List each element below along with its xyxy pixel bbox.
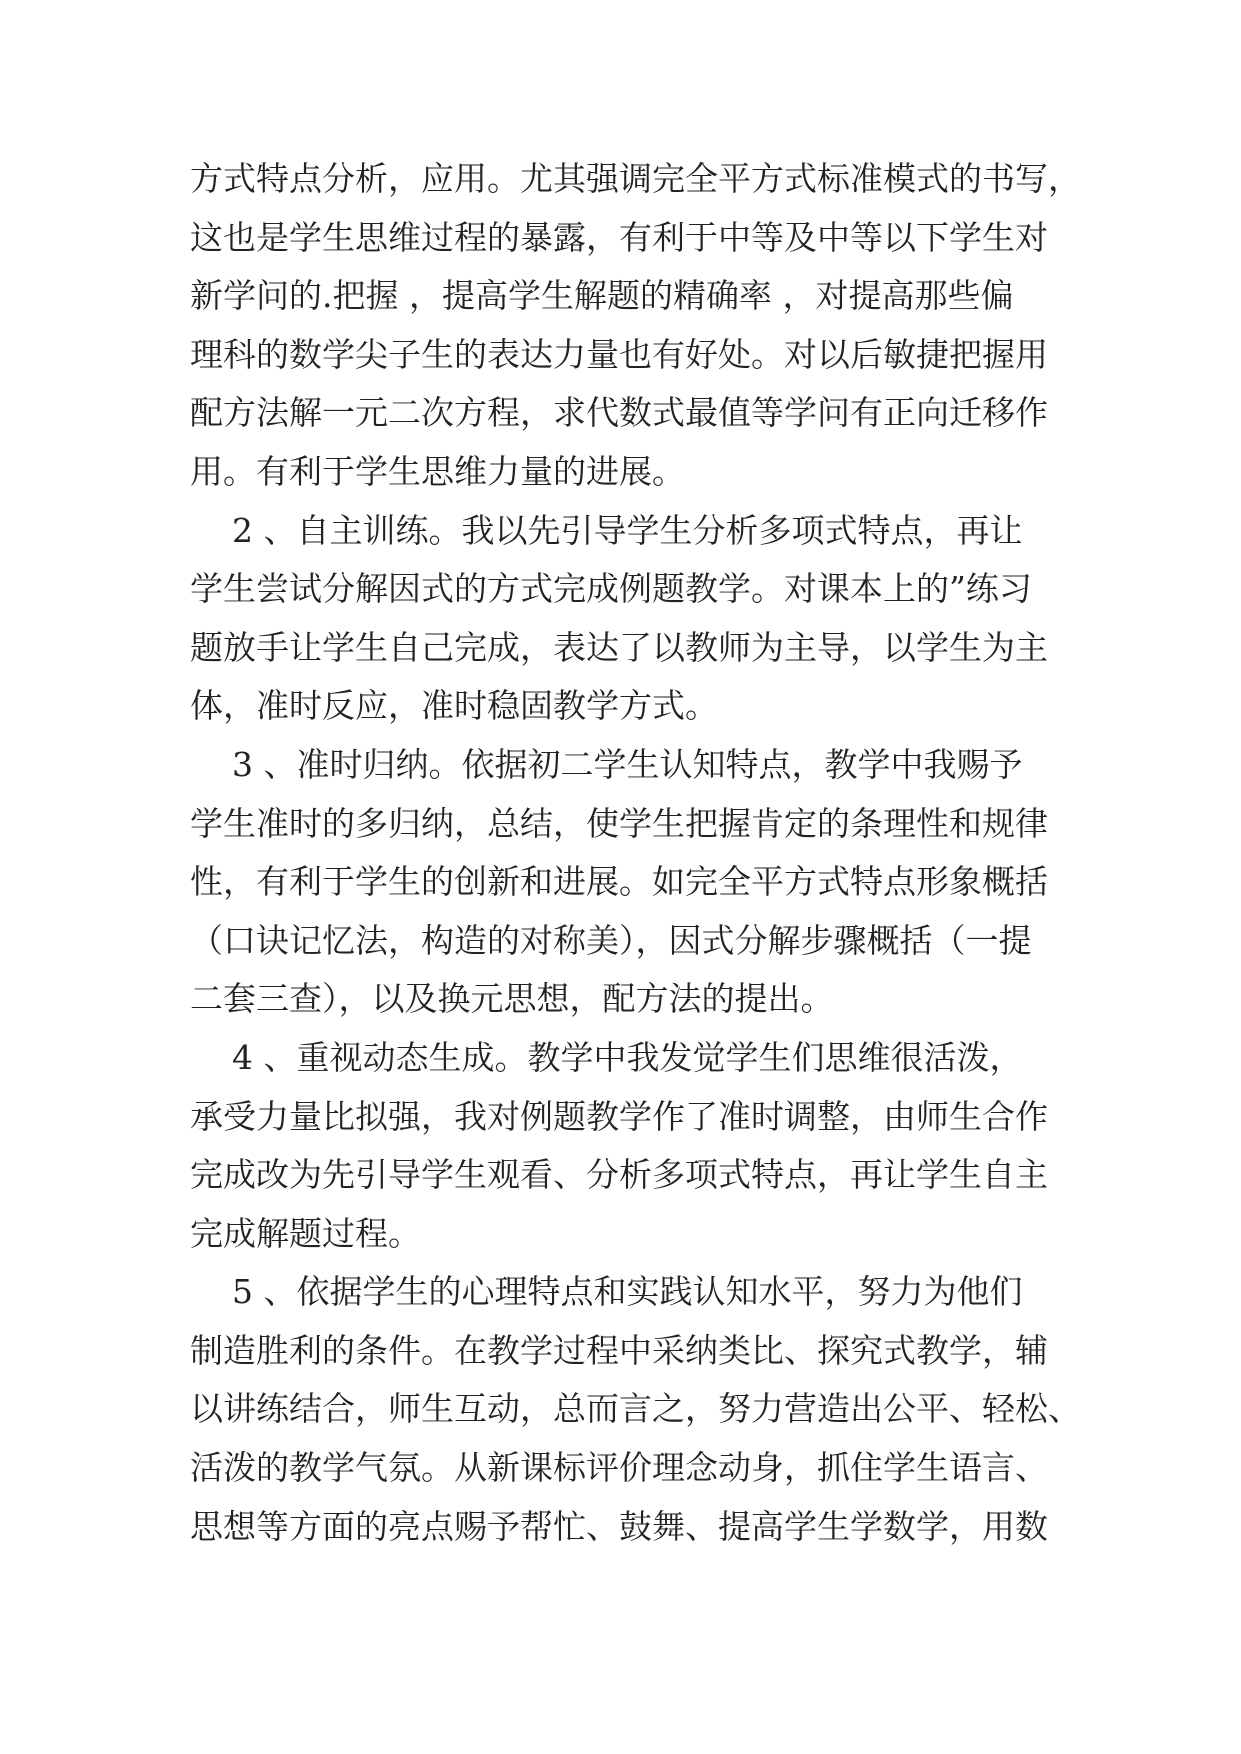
text-line: 性，有利于学生的创新和进展。如完全平方式特点形象概括 (190, 862, 1048, 902)
text-line: 完成解题过程。 (190, 1213, 421, 1253)
text-line: 承受力量比拟强，我对例题教学作了准时调整，由师生合作 (190, 1096, 1048, 1136)
text-line: 2 、自主训练。我以先引导学生分析多项式特点，再让 (190, 510, 1023, 550)
text-line: 完成改为先引导学生观看、分析多项式特点，再让学生自主 (190, 1155, 1048, 1195)
text-line: 5 、依据学生的心理特点和实践认知水平，努力为他们 (190, 1272, 1023, 1312)
text-line: 4 、重视动态生成。教学中我发觉学生们思维很活泼， (190, 1037, 1023, 1077)
text-line: 二套三查），以及换元思想，配方法的提出。 (190, 979, 834, 1019)
text-line: 配方法解一元二次方程，求代数式最值等学问有正向迁移作 (190, 393, 1048, 433)
text-line: 思想等方面的亮点赐予帮忙、鼓舞、提高学生学数学，用数 (190, 1506, 1048, 1546)
text-line: 新学问的.把握 ，提高学生解题的精确率 ，对提高那些偏 (190, 276, 1014, 316)
text-line: （口诀记忆法，构造的对称美），因式分解步骤概括（一提 (190, 920, 1032, 960)
text-line: 活泼的教学气氛。从新课标评价理念动身，抓住学生语言、 (190, 1448, 1048, 1488)
text-line: 方式特点分析，应用。尤其强调完全平方式标准模式的书写， (190, 159, 1081, 198)
text-line: 体，准时反应，准时稳固教学方式。 (190, 686, 718, 726)
text-line: 用。有利于学生思维力量的进展。 (190, 451, 685, 491)
text-line: 3 、准时归纳。依据初二学生认知特点，教学中我赐予 (190, 744, 1023, 784)
text-line: 学生准时的多归纳，总结，使学生把握肯定的条理性和规律 (190, 803, 1048, 843)
text-line: 理科的数学尖子生的表达力量也有好处。对以后敏捷把握用 (190, 334, 1048, 374)
body-text (190, 150, 1081, 1556)
text-line: 制造胜利的条件。在教学过程中采纳类比、探究式教学，辅 (190, 1330, 1048, 1370)
text-line: 学生尝试分解因式的方式完成例题教学。对课本上的”练习 (190, 569, 1032, 609)
text-line: 这也是学生思维过程的暴露，有利于中等及中等以下学生对 (190, 217, 1048, 257)
text-line: 以讲练结合，师生互动，总而言之，努力营造出公平、轻松、 (190, 1389, 1081, 1429)
text-line: 题放手让学生自己完成，表达了以教师为主导，以学生为主 (190, 627, 1048, 667)
